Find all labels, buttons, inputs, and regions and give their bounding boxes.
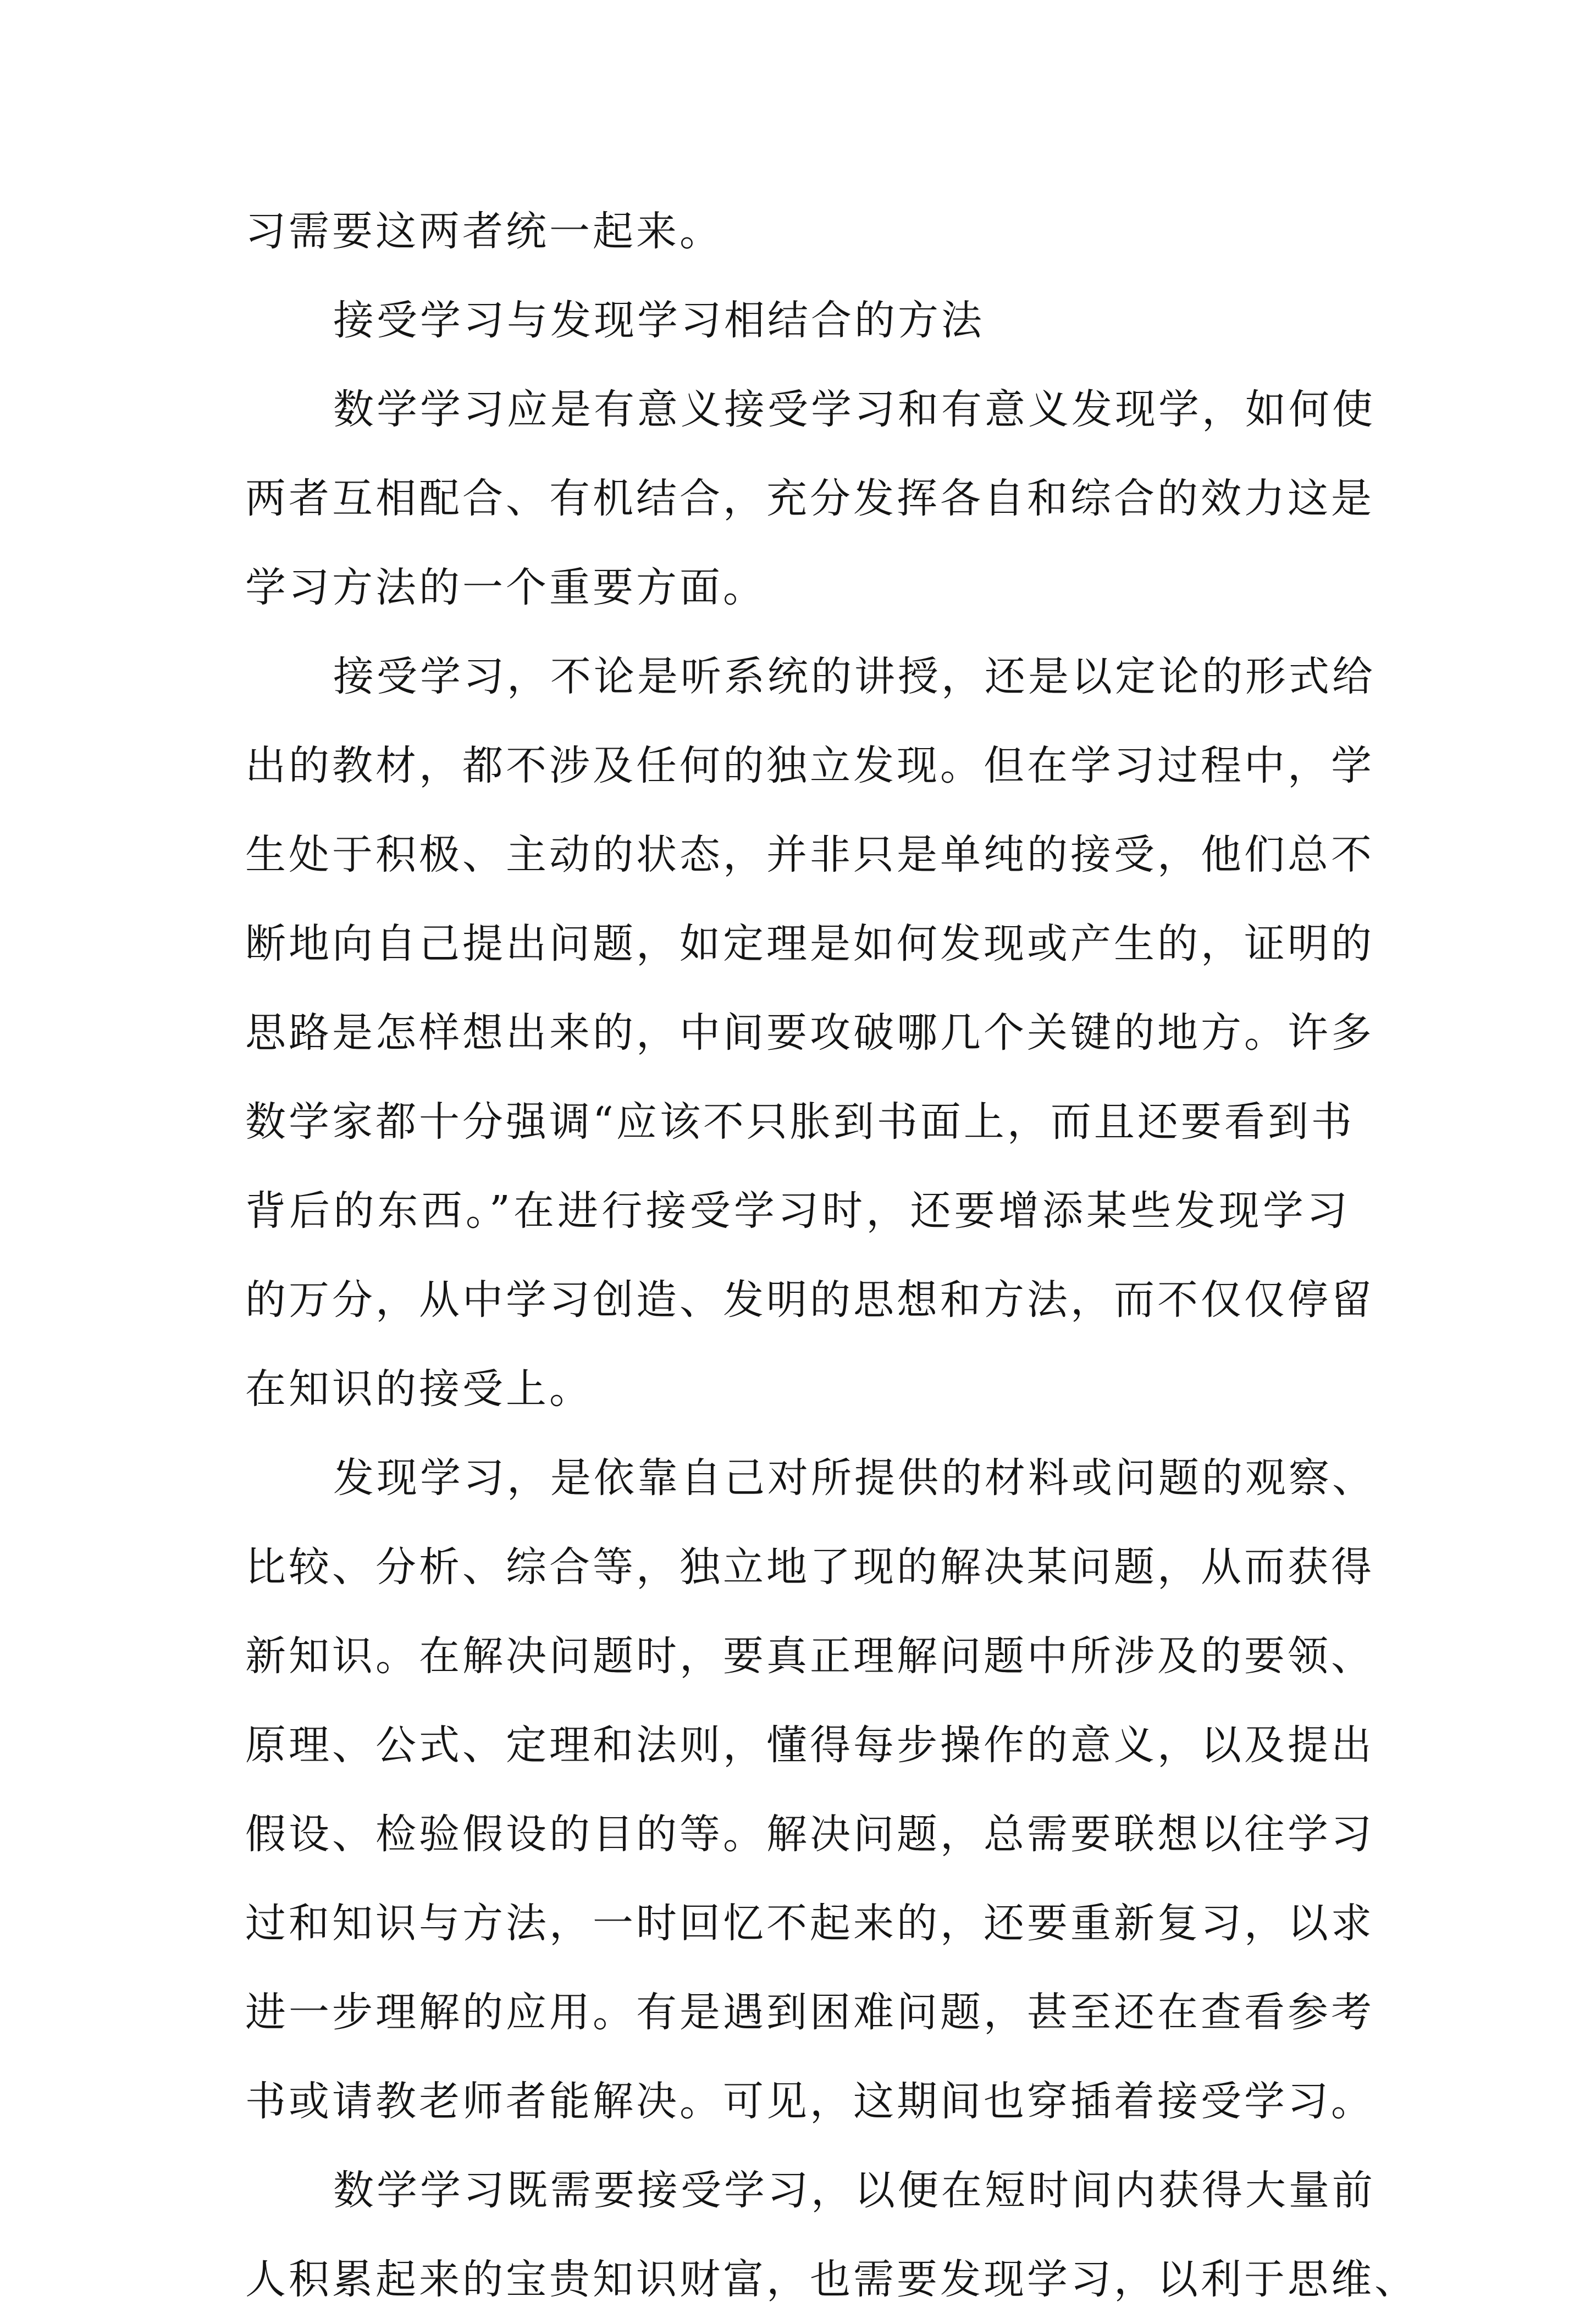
paragraph-0-line-1: 习需要这两者统一起来。	[245, 208, 723, 255]
paragraph-4-line-8: 书或请教老师者能解决。可见，这期间也穿插着接受学习。	[245, 2078, 1374, 2125]
paragraph-3-line-8: 的万分，从中学习创造、发明的思想和方法，而不仅仅停留	[245, 1276, 1374, 1324]
paragraph-3-line-3: 生处于积极、主动的状态，并非只是单纯的接受，他们总不	[245, 831, 1374, 878]
paragraph-4-line-1: 发现学习，是依靠自己对所提供的材料或问题的观察、	[333, 1454, 1375, 1502]
paragraph-4-line-4: 原理、公式、定理和法则，懂得每步操作的意义，以及提出	[245, 1722, 1374, 1769]
paragraph-5-line-2: 人积累起来的宝贵知识财富，也需要发现学习，以利于思维、	[245, 2256, 1418, 2303]
paragraph-3-line-6: 数学家都十分强调“应该不只胀到书面上，而且还要看到书	[245, 1098, 1355, 1146]
section-heading: 接受学习与发现学习相结合的方法	[333, 297, 985, 344]
paragraph-3-line-2: 出的教材，都不涉及任何的独立发现。但在学习过程中，学	[245, 742, 1374, 789]
paragraph-2-line-3: 学习方法的一个重要方面。	[245, 564, 766, 611]
paragraph-4-line-3: 新知识。在解决问题时，要真正理解问题中所涉及的要领、	[245, 1633, 1374, 1680]
paragraph-2-line-1: 数学学习应是有意义接受学习和有意义发现学，如何使	[333, 386, 1375, 433]
paragraph-3-line-4: 断地向自己提出问题，如定理是如何发现或产生的，证明的	[245, 920, 1374, 967]
paragraph-3-line-7: 背后的东西。”在进行接受学习时，还要增添某些发现学习	[245, 1187, 1350, 1235]
paragraph-3-line-9: 在知识的接受上。	[245, 1365, 593, 1413]
paragraph-4-line-6: 过和知识与方法，一时回忆不起来的，还要重新复习，以求	[245, 1900, 1374, 1947]
body-text	[245, 187, 1418, 2324]
paragraph-4-line-5: 假设、检验假设的目的等。解决问题，总需要联想以往学习	[245, 1811, 1374, 1858]
paragraph-5-line-1: 数学学习既需要接受学习，以便在短时间内获得大量前	[333, 2167, 1375, 2214]
paragraph-2-line-2: 两者互相配合、有机结合，充分发挥各自和综合的效力这是	[245, 475, 1374, 522]
paragraph-3-line-5: 思路是怎样想出来的，中间要攻破哪几个关键的地方。许多	[245, 1009, 1374, 1056]
paragraph-3-line-1: 接受学习，不论是听系统的讲授，还是以定论的形式给	[333, 653, 1375, 700]
paragraph-4-line-7: 进一步理解的应用。有是遇到困难问题，甚至还在查看参考	[245, 1989, 1374, 2036]
paragraph-4-line-2: 比较、分析、综合等，独立地了现的解决某问题，从而获得	[245, 1543, 1374, 1591]
